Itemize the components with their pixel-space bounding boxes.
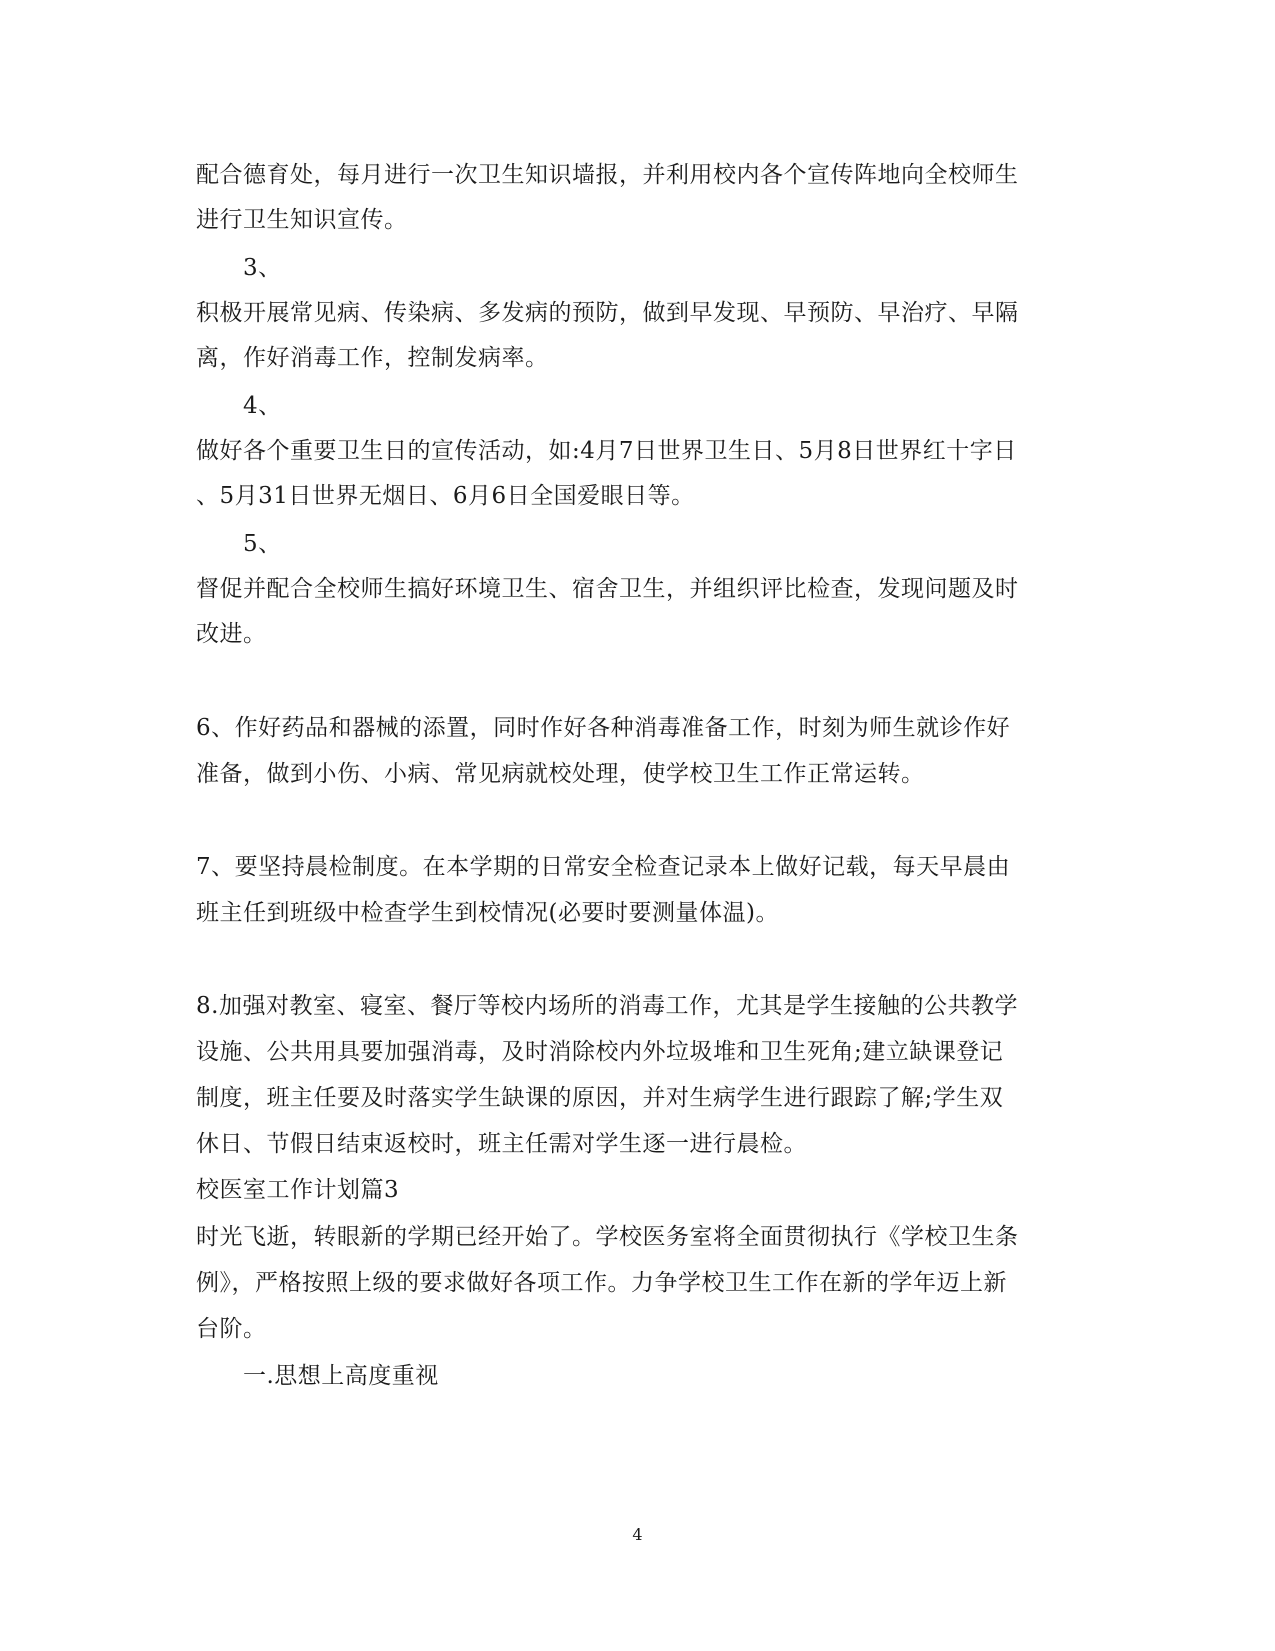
text-line: 配合德育处，每月进行一次卫生知识墙报，并利用校内各个宣传阵地向全校师生 [196,162,1019,188]
text-line: 8.加强对教室、寝室、餐厅等校内场所的消毒工作，尤其是学生接触的公共教学 [196,993,1018,1019]
text-line: 积极开展常见病、传染病、多发病的预防，做到早发现、早预防、早治疗、早隔 [196,300,1019,326]
text-line: 进行卫生知识宣传。 [196,207,408,233]
text-line: 设施、公共用具要加强消毒，及时消除校内外垃圾堆和卫生死角;建立缺课登记 [196,1039,1004,1065]
text-line: 台阶。 [196,1316,267,1342]
text-line: 做好各个重要卫生日的宣传活动，如:4月7日世界卫生日、5月8日世界红十字日 [196,438,1017,464]
text-line: 改进。 [196,621,267,647]
text-line: 时光飞逝，转眼新的学期已经开始了。学校医务室将全面贯彻执行《学校卫生条 [196,1224,1019,1250]
text-line: 督促并配合全校师生搞好环境卫生、宿舍卫生，并组织评比检查，发现问题及时 [196,576,1019,602]
text-line: 离，作好消毒工作，控制发病率。 [196,345,549,371]
text-line: 例》，严格按照上级的要求做好各项工作。力争学校卫生工作在新的学年迈上新 [196,1270,1007,1296]
list-number: 5、 [243,531,282,557]
list-number: 3、 [243,255,282,281]
text-line: 准备，做到小伤、小病、常见病就校处理，使学校卫生工作正常运转。 [196,761,925,787]
page-number: 4 [632,1525,643,1544]
list-number: 4、 [243,393,282,419]
subsection-heading: 一.思想上高度重视 [243,1363,439,1389]
text-line: 制度，班主任要及时落实学生缺课的原因，并对生病学生进行跟踪了解;学生双 [196,1085,1004,1111]
text-line: 班主任到班级中检查学生到校情况(必要时要测量体温)。 [196,900,779,926]
text-line: 、5月31日世界无烟日、6月6日全国爱眼日等。 [196,483,695,509]
text-line: 休日、节假日结束返校时，班主任需对学生逐一进行晨检。 [196,1131,807,1157]
text-line: 6、作好药品和器械的添置，同时作好各种消毒准备工作，时刻为师生就诊作好 [196,715,1011,741]
text-line: 7、要坚持晨检制度。在本学期的日常安全检查记录本上做好记载，每天早晨由 [196,854,1011,880]
section-heading: 校医室工作计划篇3 [196,1177,400,1203]
